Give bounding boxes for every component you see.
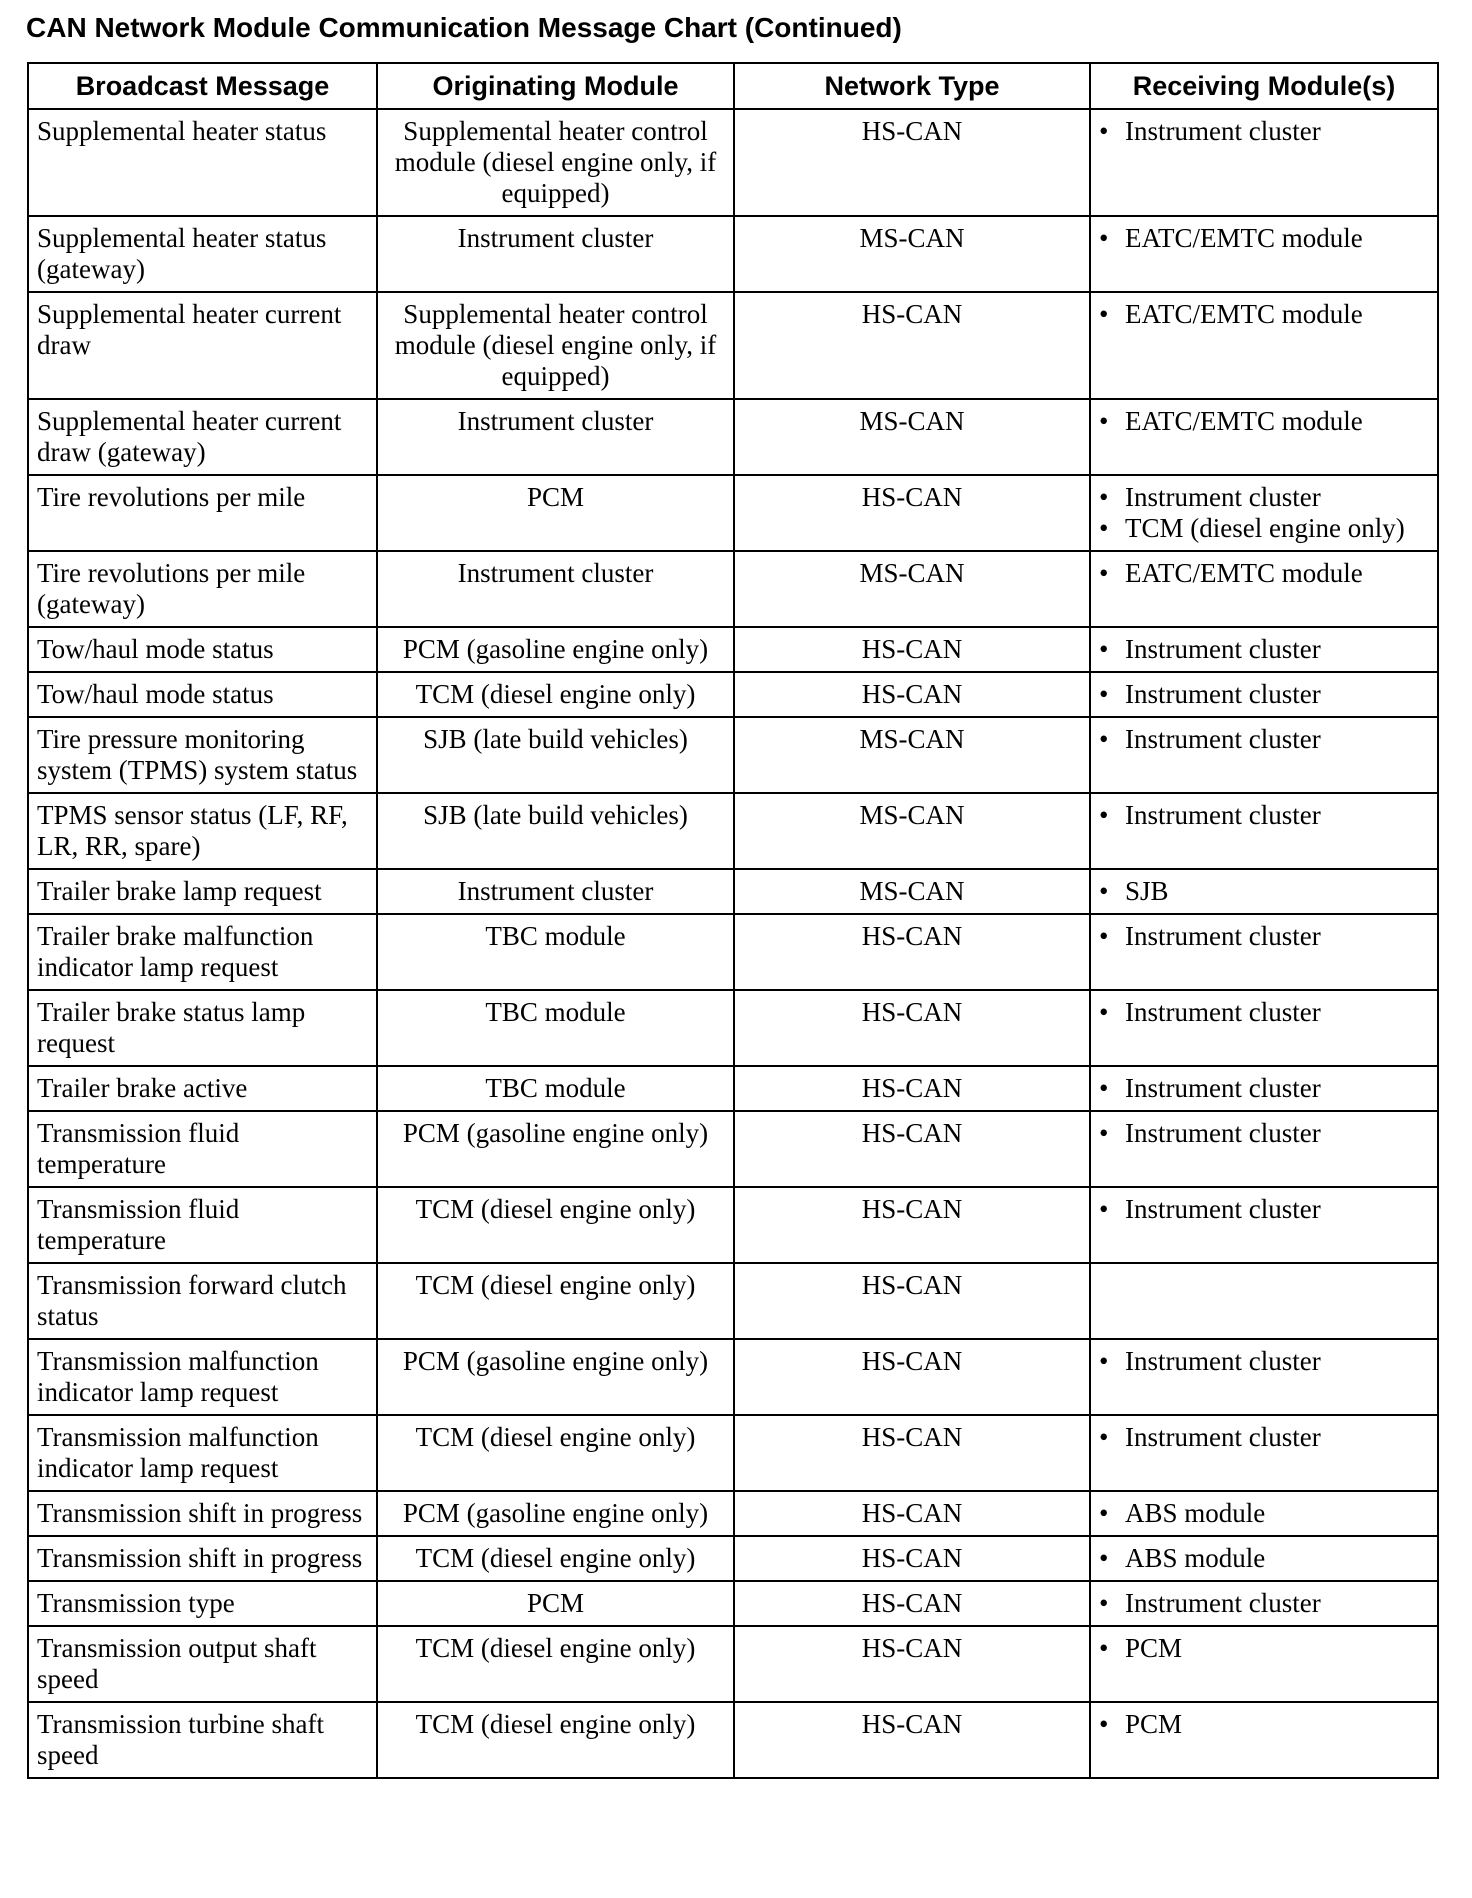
broadcast-message-cell: TPMS sensor status (LF, RF, LR, RR, spare): [28, 793, 377, 869]
receiving-modules-cell: [1090, 914, 1438, 990]
network-type-cell: HS-CAN: [734, 1415, 1090, 1491]
broadcast-message-cell: Transmission output shaft speed: [28, 1626, 377, 1702]
receiving-modules-cell: [1090, 672, 1438, 717]
broadcast-message-cell: Transmission shift in progress: [28, 1491, 377, 1536]
originating-module-cell: TBC module: [377, 1066, 734, 1111]
table-row: [28, 1536, 1438, 1581]
table-row: [28, 1702, 1438, 1778]
network-type-cell: MS-CAN: [734, 551, 1090, 627]
network-type-cell: HS-CAN: [734, 1626, 1090, 1702]
network-type-cell: HS-CAN: [734, 1339, 1090, 1415]
receiving-module-label: EATC/EMTC module: [1125, 558, 1363, 588]
originating-module-cell: Instrument cluster: [377, 551, 734, 627]
receiving-module-item: [1099, 299, 1429, 330]
receiving-module-item: [1099, 1588, 1429, 1619]
broadcast-message-cell: Tow/haul mode status: [28, 627, 377, 672]
bullet-icon: •: [1099, 482, 1109, 512]
receiving-modules-cell: [1090, 1187, 1438, 1263]
receiving-module-label: Instrument cluster: [1125, 1118, 1321, 1148]
network-type-cell: HS-CAN: [734, 1702, 1090, 1778]
receiving-module-label: Instrument cluster: [1125, 679, 1321, 709]
broadcast-message-cell: Tow/haul mode status: [28, 672, 377, 717]
receiving-module-label: Instrument cluster: [1125, 724, 1321, 754]
originating-module-cell: TCM (diesel engine only): [377, 1626, 734, 1702]
bullet-icon: •: [1099, 1422, 1109, 1452]
receiving-module-item: [1099, 1073, 1429, 1104]
header-network-type: Network Type: [734, 63, 1090, 109]
broadcast-message-cell: Transmission forward clutch status: [28, 1263, 377, 1339]
table-row: [28, 793, 1438, 869]
network-type-cell: HS-CAN: [734, 1581, 1090, 1626]
broadcast-message-cell: Supplemental heater current draw (gateway): [28, 399, 377, 475]
originating-module-cell: TCM (diesel engine only): [377, 1263, 734, 1339]
receiving-module-label: Instrument cluster: [1125, 116, 1321, 146]
receiving-module-item: [1099, 1543, 1429, 1574]
broadcast-message-cell: Transmission turbine shaft speed: [28, 1702, 377, 1778]
originating-module-cell: PCM (gasoline engine only): [377, 627, 734, 672]
broadcast-message-cell: Supplemental heater status: [28, 109, 377, 216]
table-row: [28, 216, 1438, 292]
receiving-modules-cell: [1090, 1263, 1438, 1339]
network-type-cell: HS-CAN: [734, 1263, 1090, 1339]
receiving-modules-cell: [1090, 475, 1438, 551]
network-type-cell: HS-CAN: [734, 914, 1090, 990]
table-row: [28, 1581, 1438, 1626]
network-type-cell: MS-CAN: [734, 216, 1090, 292]
receiving-module-label: Instrument cluster: [1125, 482, 1321, 512]
table-row: [28, 1415, 1438, 1491]
broadcast-message-cell: Transmission shift in progress: [28, 1536, 377, 1581]
receiving-module-label: PCM: [1125, 1633, 1183, 1663]
broadcast-message-cell: Supplemental heater current draw: [28, 292, 377, 399]
table-row: [28, 1187, 1438, 1263]
receiving-module-label: Instrument cluster: [1125, 1588, 1321, 1618]
network-type-cell: HS-CAN: [734, 1066, 1090, 1111]
bullet-icon: •: [1099, 724, 1109, 754]
receiving-modules-cell: [1090, 1415, 1438, 1491]
receiving-module-item: [1099, 876, 1429, 907]
receiving-modules-cell: [1090, 1702, 1438, 1778]
receiving-module-label: Instrument cluster: [1125, 997, 1321, 1027]
receiving-module-item: [1099, 1633, 1429, 1664]
originating-module-cell: TCM (diesel engine only): [377, 1702, 734, 1778]
broadcast-message-cell: Tire revolutions per mile: [28, 475, 377, 551]
receiving-module-label: SJB: [1125, 876, 1169, 906]
bullet-icon: •: [1099, 1194, 1109, 1224]
receiving-module-item: [1099, 116, 1429, 147]
network-type-cell: MS-CAN: [734, 869, 1090, 914]
message-chart-table: [27, 62, 1439, 1779]
originating-module-cell: Instrument cluster: [377, 216, 734, 292]
receiving-modules-cell: [1090, 1339, 1438, 1415]
receiving-module-item: [1099, 482, 1429, 513]
originating-module-cell: TBC module: [377, 914, 734, 990]
network-type-cell: HS-CAN: [734, 1491, 1090, 1536]
receiving-modules-cell: [1090, 551, 1438, 627]
page-title: CAN Network Module Communication Message Chart (Continued): [26, 12, 902, 43]
bullet-icon: •: [1099, 997, 1109, 1027]
receiving-module-label: Instrument cluster: [1125, 634, 1321, 664]
originating-module-cell: Instrument cluster: [377, 399, 734, 475]
network-type-cell: HS-CAN: [734, 990, 1090, 1066]
receiving-modules-cell: [1090, 1491, 1438, 1536]
bullet-icon: •: [1099, 876, 1109, 906]
table-row: [28, 475, 1438, 551]
originating-module-cell: Instrument cluster: [377, 869, 734, 914]
network-type-cell: HS-CAN: [734, 1536, 1090, 1581]
receiving-modules-cell: [1090, 869, 1438, 914]
receiving-module-label: EATC/EMTC module: [1125, 299, 1363, 329]
receiving-module-label: Instrument cluster: [1125, 1194, 1321, 1224]
table-row: [28, 1626, 1438, 1702]
originating-module-cell: Supplemental heater control module (diesel engine only, if equipped): [377, 109, 734, 216]
originating-module-cell: PCM (gasoline engine only): [377, 1339, 734, 1415]
receiving-modules-cell: [1090, 793, 1438, 869]
receiving-module-item: [1099, 800, 1429, 831]
receiving-modules-cell: [1090, 1581, 1438, 1626]
receiving-module-label: Instrument cluster: [1125, 1073, 1321, 1103]
network-type-cell: HS-CAN: [734, 1187, 1090, 1263]
network-type-cell: HS-CAN: [734, 1111, 1090, 1187]
receiving-modules-cell: [1090, 990, 1438, 1066]
network-type-cell: HS-CAN: [734, 627, 1090, 672]
originating-module-cell: TCM (diesel engine only): [377, 1536, 734, 1581]
broadcast-message-cell: Transmission type: [28, 1581, 377, 1626]
originating-module-cell: PCM: [377, 1581, 734, 1626]
network-type-cell: MS-CAN: [734, 717, 1090, 793]
receiving-module-item: [1099, 1194, 1429, 1225]
bullet-icon: •: [1099, 558, 1109, 588]
broadcast-message-cell: Transmission fluid temperature: [28, 1111, 377, 1187]
receiving-module-item: [1099, 223, 1429, 254]
receiving-module-label: ABS module: [1125, 1543, 1266, 1573]
table-row: [28, 551, 1438, 627]
bullet-icon: •: [1099, 921, 1109, 951]
table-row: [28, 109, 1438, 216]
bullet-icon: •: [1099, 406, 1109, 436]
receiving-module-label: ABS module: [1125, 1498, 1266, 1528]
receiving-module-item: [1099, 558, 1429, 589]
receiving-module-item: [1099, 1422, 1429, 1453]
bullet-icon: •: [1099, 679, 1109, 709]
bullet-icon: •: [1099, 1498, 1109, 1528]
receiving-module-item: [1099, 1118, 1429, 1149]
table-row: [28, 1491, 1438, 1536]
bullet-icon: •: [1099, 800, 1109, 830]
broadcast-message-cell: Transmission malfunction indicator lamp request: [28, 1339, 377, 1415]
table-row: [28, 292, 1438, 399]
receiving-module-item: [1099, 921, 1429, 952]
header-row: [28, 63, 1438, 109]
broadcast-message-cell: Trailer brake malfunction indicator lamp request: [28, 914, 377, 990]
receiving-modules-cell: [1090, 399, 1438, 475]
receiving-module-item: [1099, 997, 1429, 1028]
receiving-module-label: TCM (diesel engine only): [1125, 513, 1405, 543]
receiving-module-label: Instrument cluster: [1125, 1346, 1321, 1376]
broadcast-message-cell: Transmission malfunction indicator lamp request: [28, 1415, 377, 1491]
table-row: [28, 717, 1438, 793]
network-type-cell: HS-CAN: [734, 672, 1090, 717]
bullet-icon: •: [1099, 116, 1109, 146]
receiving-modules-cell: [1090, 717, 1438, 793]
bullet-icon: •: [1099, 1588, 1109, 1618]
receiving-module-label: PCM: [1125, 1709, 1183, 1739]
broadcast-message-cell: Trailer brake status lamp request: [28, 990, 377, 1066]
bullet-icon: •: [1099, 1543, 1109, 1573]
table-row: [28, 914, 1438, 990]
receiving-module-label: Instrument cluster: [1125, 800, 1321, 830]
receiving-module-item: [1099, 634, 1429, 665]
table-row: [28, 672, 1438, 717]
bullet-icon: •: [1099, 513, 1109, 543]
bullet-icon: •: [1099, 1073, 1109, 1103]
bullet-icon: •: [1099, 1633, 1109, 1663]
originating-module-cell: SJB (late build vehicles): [377, 717, 734, 793]
receiving-module-item: [1099, 724, 1429, 755]
originating-module-cell: Supplemental heater control module (diesel engine only, if equipped): [377, 292, 734, 399]
receiving-module-label: EATC/EMTC module: [1125, 406, 1363, 436]
originating-module-cell: TCM (diesel engine only): [377, 672, 734, 717]
receiving-modules-cell: [1090, 109, 1438, 216]
receiving-modules-cell: [1090, 292, 1438, 399]
originating-module-cell: TCM (diesel engine only): [377, 1415, 734, 1491]
bullet-icon: •: [1099, 1709, 1109, 1739]
network-type-cell: HS-CAN: [734, 109, 1090, 216]
network-type-cell: HS-CAN: [734, 475, 1090, 551]
bullet-icon: •: [1099, 299, 1109, 329]
receiving-modules-cell: [1090, 627, 1438, 672]
receiving-module-item: [1099, 406, 1429, 437]
bullet-icon: •: [1099, 634, 1109, 664]
receiving-module-label: Instrument cluster: [1125, 1422, 1321, 1452]
table-row: [28, 1111, 1438, 1187]
receiving-modules-cell: [1090, 1626, 1438, 1702]
broadcast-message-cell: Tire revolutions per mile (gateway): [28, 551, 377, 627]
bullet-icon: •: [1099, 1118, 1109, 1148]
table-row: [28, 1263, 1438, 1339]
bullet-icon: •: [1099, 1346, 1109, 1376]
originating-module-cell: TCM (diesel engine only): [377, 1187, 734, 1263]
receiving-module-item: [1099, 1709, 1429, 1740]
originating-module-cell: SJB (late build vehicles): [377, 793, 734, 869]
receiving-module-item: [1099, 679, 1429, 710]
network-type-cell: MS-CAN: [734, 399, 1090, 475]
header-originating-module: Originating Module: [377, 63, 734, 109]
receiving-module-label: EATC/EMTC module: [1125, 223, 1363, 253]
broadcast-message-cell: Transmission fluid temperature: [28, 1187, 377, 1263]
header-receiving-modules: Receiving Module(s): [1090, 63, 1438, 109]
broadcast-message-cell: Trailer brake active: [28, 1066, 377, 1111]
broadcast-message-cell: Supplemental heater status (gateway): [28, 216, 377, 292]
receiving-module-item: [1099, 513, 1429, 544]
bullet-icon: •: [1099, 223, 1109, 253]
broadcast-message-cell: Trailer brake lamp request: [28, 869, 377, 914]
table-row: [28, 1339, 1438, 1415]
originating-module-cell: PCM (gasoline engine only): [377, 1111, 734, 1187]
header-broadcast-message: Broadcast Message: [28, 63, 377, 109]
receiving-modules-cell: [1090, 1066, 1438, 1111]
table-row: [28, 627, 1438, 672]
table-row: [28, 399, 1438, 475]
network-type-cell: HS-CAN: [734, 292, 1090, 399]
receiving-modules-cell: [1090, 216, 1438, 292]
receiving-module-item: [1099, 1346, 1429, 1377]
table-body: [28, 109, 1438, 1778]
table-row: [28, 869, 1438, 914]
receiving-module-label: Instrument cluster: [1125, 921, 1321, 951]
table-row: [28, 1066, 1438, 1111]
network-type-cell: MS-CAN: [734, 793, 1090, 869]
originating-module-cell: TBC module: [377, 990, 734, 1066]
table-row: [28, 990, 1438, 1066]
originating-module-cell: PCM: [377, 475, 734, 551]
broadcast-message-cell: Tire pressure monitoring system (TPMS) system status: [28, 717, 377, 793]
receiving-modules-cell: [1090, 1536, 1438, 1581]
receiving-module-item: [1099, 1498, 1429, 1529]
receiving-modules-cell: [1090, 1111, 1438, 1187]
originating-module-cell: PCM (gasoline engine only): [377, 1491, 734, 1536]
